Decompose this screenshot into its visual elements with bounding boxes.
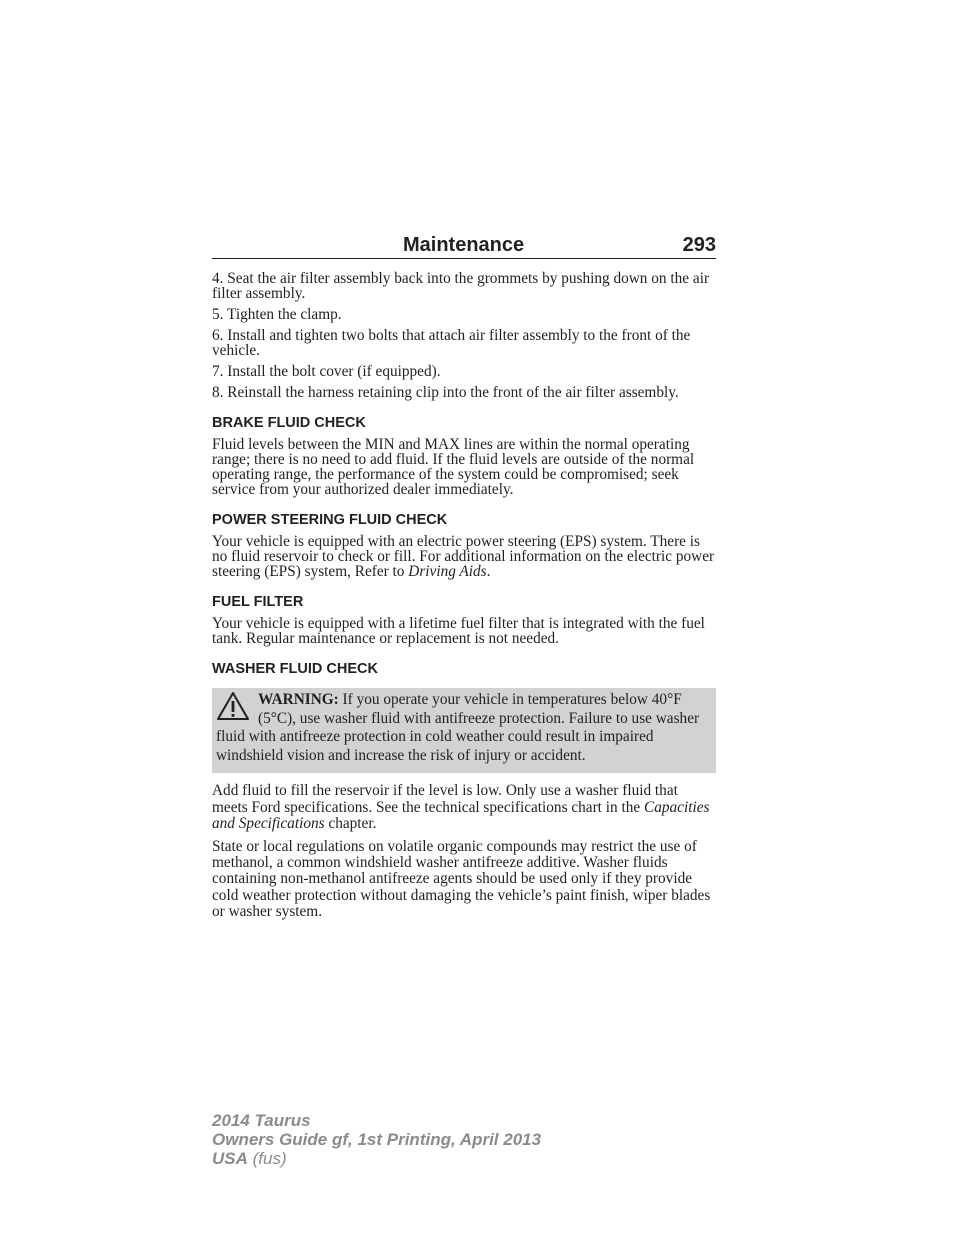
washer-paragraph-1: Add fluid to fill the reservoir if the level is low. Only use a washer fluid that meets Ford specifications. See the technical specifications chart in the Capacities and Specifications chapter. [212, 782, 710, 832]
manual-page [212, 226, 716, 927]
footer-region: USA (fus) [212, 1149, 287, 1168]
footer-model: 2014 Taurus [212, 1111, 311, 1130]
warning-triangle-icon [216, 691, 250, 721]
step-8: 8. Reinstall the harness retaining clip into the front of the air filter assembly. [212, 384, 679, 401]
page-content [212, 271, 716, 920]
warning-label: WARNING: [258, 691, 339, 708]
step-4: 4. Seat the air filter assembly back into the grommets by pushing down on the air filter assembly. [212, 270, 710, 302]
fuel-filter-heading: FUEL FILTER [212, 594, 304, 610]
page-footer [212, 1111, 541, 1168]
warning-box [212, 688, 716, 773]
page-number: 293 [682, 234, 716, 256]
washer-heading: WASHER FLUID CHECK [212, 661, 378, 677]
power-steering-heading: POWER STEERING FLUID CHECK [212, 512, 448, 528]
capacities-reference: Capacities and Specifications [212, 798, 710, 832]
step-7: 7. Install the bolt cover (if equipped). [212, 363, 441, 380]
brake-text: Fluid levels between the MIN and MAX lines are within the normal operating range; there is no need to add fluid. If the fluid levels are outside of the normal operating range, the performance of the system could be compromised; seek service from your authorized dealer immediately. [212, 436, 695, 498]
section-title: Maintenance [403, 234, 525, 256]
page-header [212, 226, 716, 259]
power-steering-text: Your vehicle is equipped with an electric power steering (EPS) system. There is no fluid reservoir to check or fill. For additional information on the electric power steering (EPS) system, Refer to Driving Aids. [212, 533, 715, 580]
fuel-filter-text: Your vehicle is equipped with a lifetime fuel filter that is integrated with the fuel tank. Regular maintenance or replacement is not needed. [212, 615, 705, 647]
warning-text: If you operate your vehicle in temperatures below 40°F (5°C), use washer fluid with antifreeze protection. Failure to use washer fluid with antifreeze protection in cold weather could result in impaired windshield vision and increase the risk of injury or accident. [216, 691, 700, 764]
footer-edition: Owners Guide gf, 1st Printing, April 2013 [212, 1130, 542, 1149]
step-6: 6. Install and tighten two bolts that attach air filter assembly to the front of the vehicle. [212, 327, 691, 359]
driving-aids-reference: Driving Aids [408, 563, 487, 580]
brake-heading: BRAKE FLUID CHECK [212, 415, 366, 431]
washer-paragraph-2: State or local regulations on volatile organic compounds may restrict the use of methanol, a common windshield washer antifreeze additive. Washer fluids containing non-methanol antifreeze agents should be used only if they provide cold weather protection without damaging the vehicle’s paint finish, wiper blades or washer system. [212, 837, 711, 920]
step-5: 5. Tighten the clamp. [212, 306, 342, 323]
